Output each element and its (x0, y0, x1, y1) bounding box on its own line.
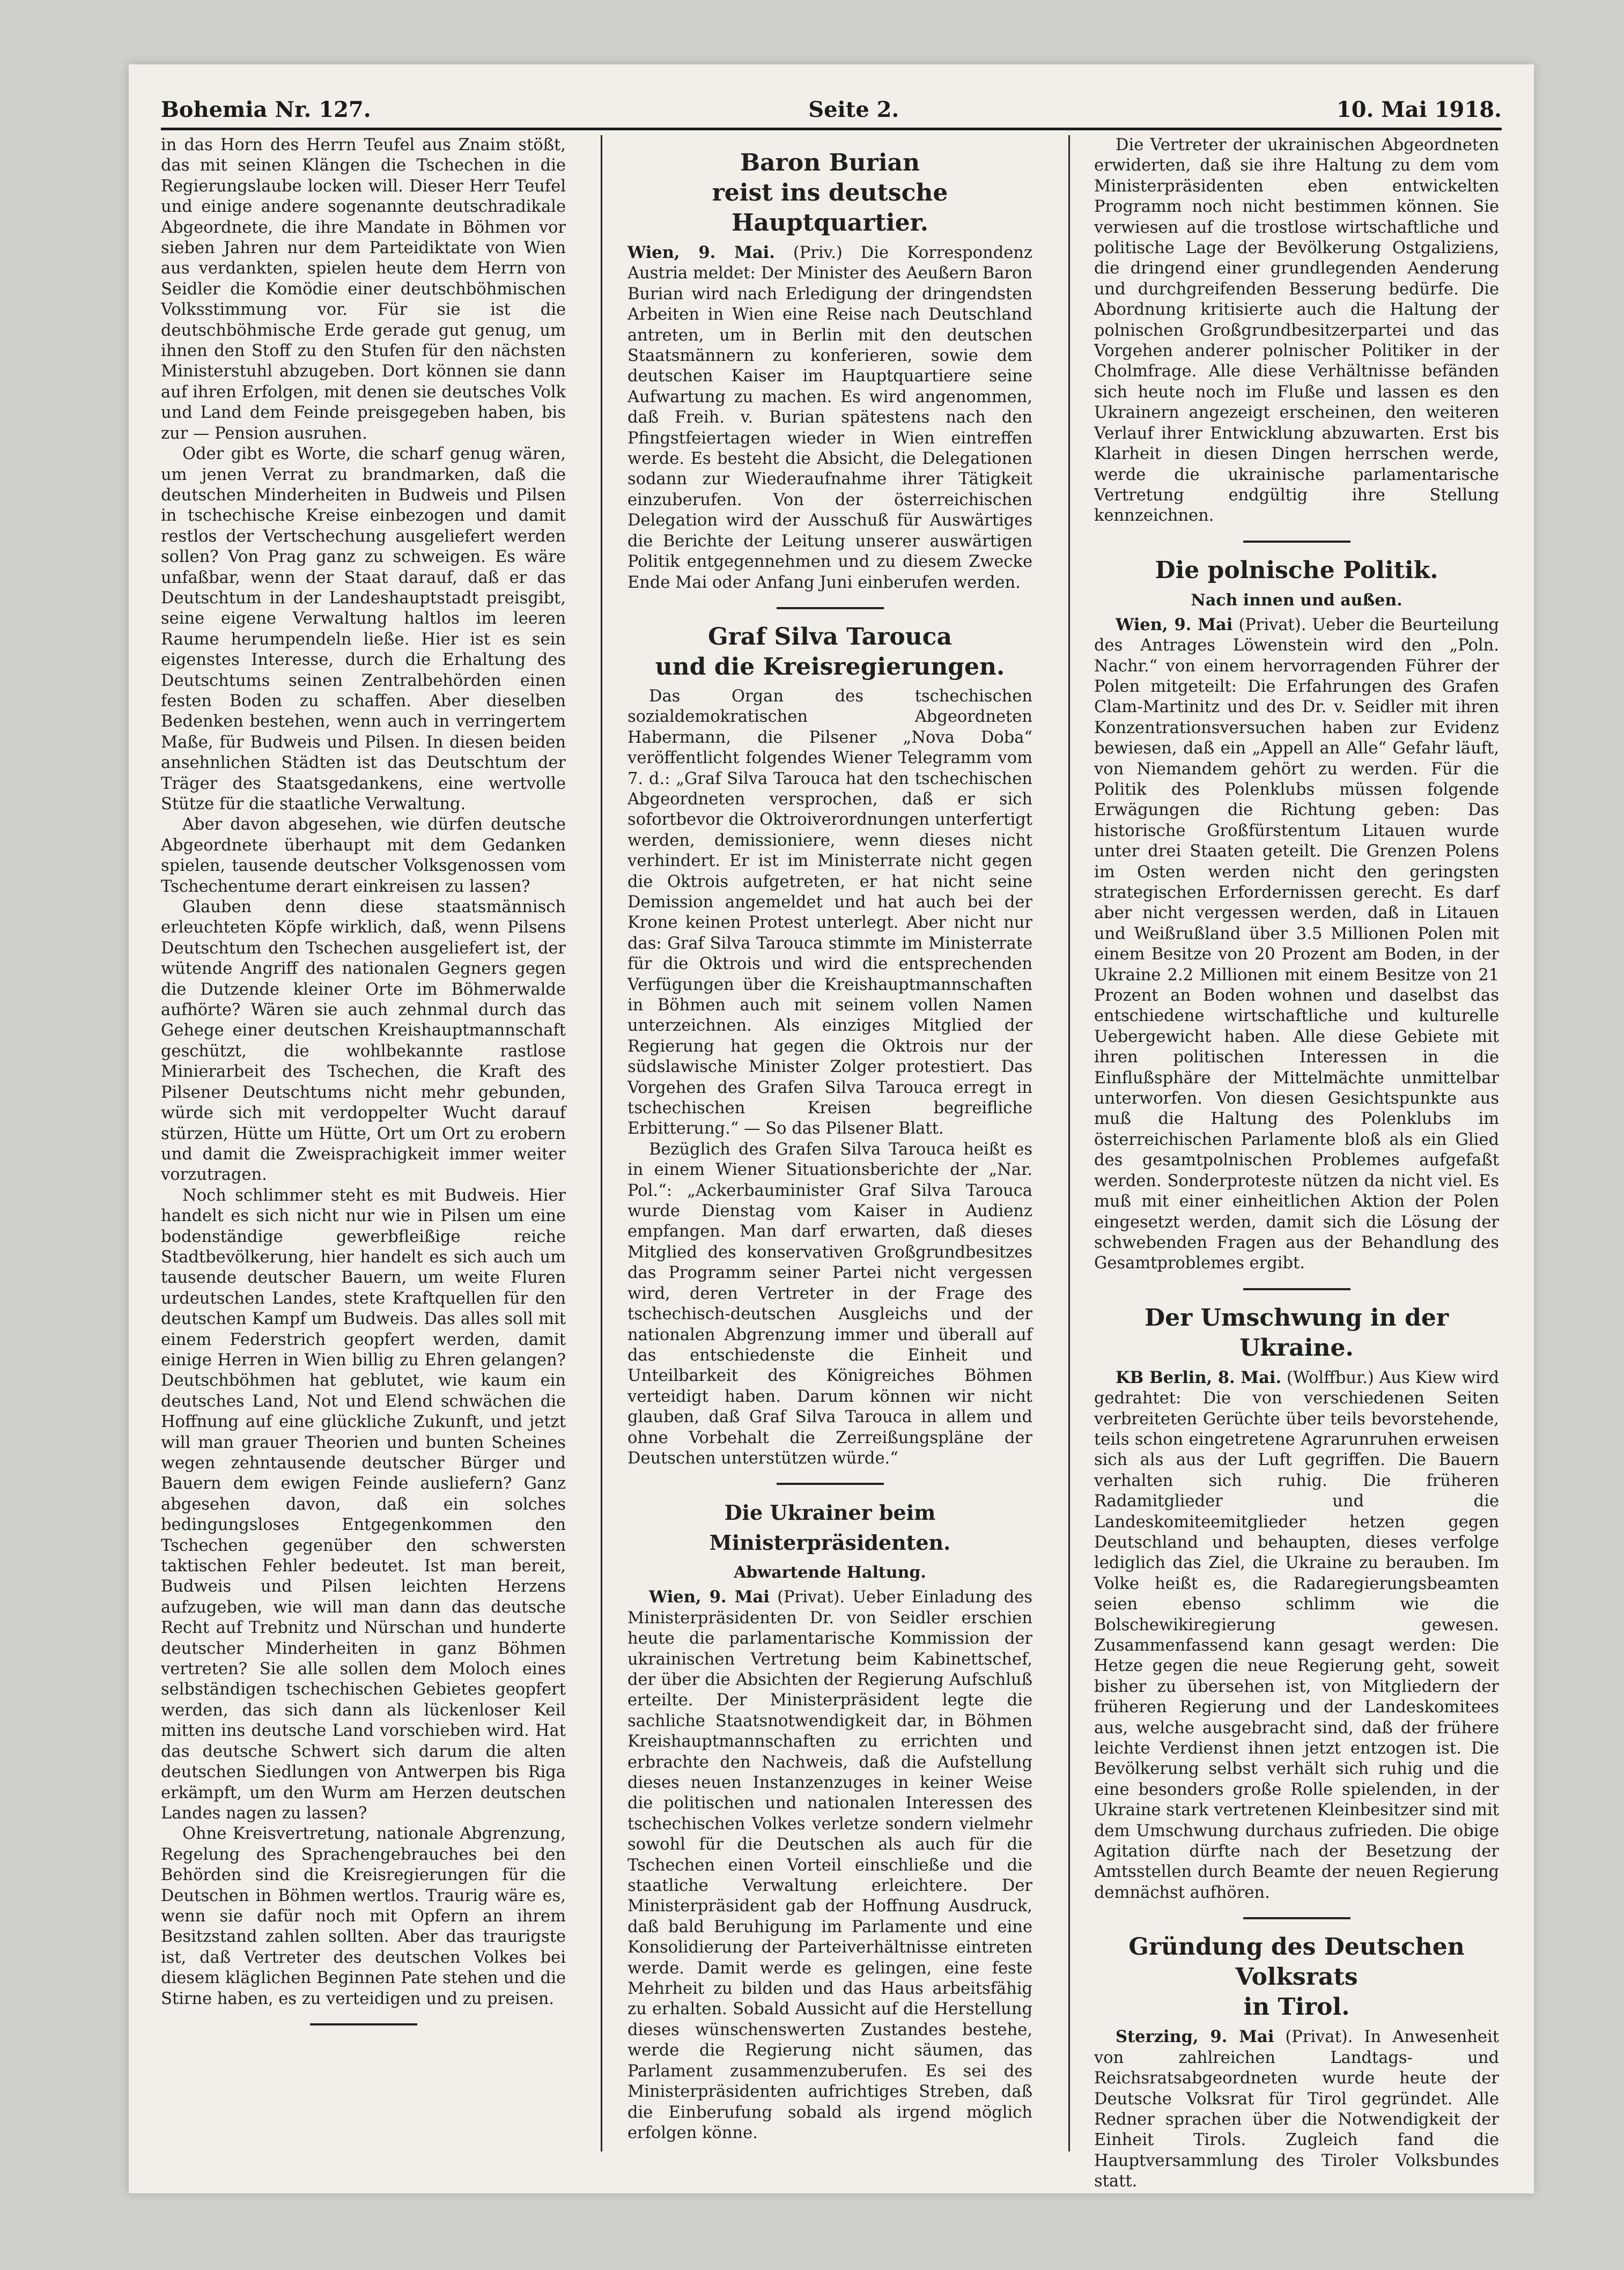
divider-2 (777, 1483, 884, 1485)
column-separator-1 (601, 135, 602, 2151)
col1-paragraph-5: Noch schlimmer steht es mit Budweis. Hier handelt es sich nicht nur wie in Pilsen um eine bodenständige gewerbfleißige reiche Stadtbevölkerung, hier handelt es sich auch um tausende deutscher Bauern, um weite Fluren urdeutschen Landes, stete Kraftquellen für den deutschen Kampf um Budweis. Das alles soll mit einem Federstrich geopfert werden, damit einige Herren in Wien billig zu Ehren gelangen? Deutschböhmen hat geblutet, wie kaum ein deutsches Land, Not und Elend schwächen die Hoffnung auf eine glückliche Zukunft, und jetzt will man grauer Theorien und bunten Scheines wegen zehntausende deutscher Bürger und Bauern dem ewigen Feinde ausliefern? Ganz abgesehen davon, daß ein solches bedingungsloses Entgegenkommen den Tschechen gegenüber den schwersten taktischen Fehler bedeutet. Ist man bereit, Budweis und Pilsen leichten Herzens aufzugeben, wie will man dann das deutsche Recht auf Trebnitz und Nürschan und hunderte deutscher Minderheiten in ganz Böhmen vertreten? Sie alle sollen dem Moloch eines selbständigen tschechischen Gebietes geopfert werden, das sich dann als lückenloser Keil mitten ins deutsche Land vorschieben wird. Hat das deutsche Schwert sich darum die alten deutschen Siedlungen von Antwerpen bis Riga erkämpft, um den Wurm am Herzen deutschen Landes nagen zu lassen? (161, 1186, 566, 1823)
article-ukraine-body (1094, 1367, 1499, 1904)
col1-paragraph-6: Ohne Kreisvertretung, nationale Abgrenzung, Regelung des Sprachengebrauches bei den Behörden sind die Kreisregierungen für die Deutschen in Böhmen wertlos. Traurig wäre es, wenn sie dafür noch mit Opfern an ihrem Besitzstand zahlen sollten. Aber das traurigste ist, daß Vertreter des deutschen Volkes bei diesem kläglichen Beginnen Pate stehen und die Stirne haben, es zu verteidigen und zu preisen. (161, 1824, 566, 2008)
page-header (161, 85, 1502, 122)
col1-paragraph-2: Oder gibt es Worte, die scharf genug wären, um jenen Verrat zu brandmarken, daß die deutschen Minderheiten in Budweis und Pilsen in tschechische Kreise einbezogen und damit restlos der Vertschechung ausgeliefert werden sollen? Von Prag ganz zu schweigen. Es wäre unfaßbar, wenn der Staat darauf, daß er das Deutschtum in der Landeshauptstadt preisgibt, seine eigene Verwaltung haltlos im leeren Raume herumpendeln ließe. Hier ist es sein eigenstes Interesse, durch die Erhaltung des Deutschtums seinen Zentralbehörden einen festen Boden zu schaffen. Aber dieselben Bedenken bestehen, wenn auch in verringertem Maße, für Budweis und Pilsen. In diesen beiden ansehnlichen Städten ist das Deutschtum der Träger des Staatsgedankens, eine wertvolle Stütze für die staatliche Verwaltung. (161, 445, 566, 814)
article-polen-subtitle: Nach innen und außen. (1191, 590, 1402, 610)
article-ukrainer-dateline: Wien, 9. Mai (649, 1587, 770, 1607)
article-ukraine-title: Der Umschwung in der Ukraine. (1144, 1304, 1449, 1362)
article-ukraine-text: (Wolffbur.) Aus Kiew wird gedrahtet: Die von verschiedenen Seiten verbreiteten Gerüchte über teils bevorstehende, teils schon eingetretene Agrarunruhen erweisen sich als aus der Luft gegriffen. Die Bauern verhalten sich ruhig. Die früheren Radamitglieder und die Landeskomiteemitglieder hetzen gegen Deutschland und behaupten, dieses verfolge lediglich das Ziel, die Ukraine zu berauben. Im Volke heißt es, die Radaregierungsbeamten seien ebenso schlimm wie die Bolschewikiregierung gewesen. Zusammenfassend kann gesagt werden: Die Hetze gegen die neue Regierung geht, soweit bisher zu übersehen ist, von Mitgliedern der früheren Regierung und der Landeskomitees aus, welche ausgebracht sind, daß der frühere leichte Verdienst ihnen jetzt entzogen ist. Die Bevölkerung selbst verhält sich ruhig und die eine besonders große Rolle spielenden, in der Ukraine stark vertretenen Kleinbesitzer sind mit dem Umschwung durchaus zufrieden. Die obige Agitation dürfte nach der Besetzung der Amtsstellen durch Beamte der neuen Regierung demnächst aufhören. (1094, 1368, 1499, 1902)
article-ukrainer-subtitle: Abwartende Haltung. (734, 1563, 926, 1583)
article-tarouca-paragraph-1: Das Organ des tschechischen sozialdemokratischen Abgeordneten Habermann, die Pilsener „Nova Doba“ veröffentlicht folgendes Wiener Telegramm vom 7. d.: „Graf Silva Tarouca hat den tschechischen Abgeordneten versprochen, daß er sich sofortbevor die Oktroiverordnungen unterfertigt werden, demissioniere, wenn dieses nicht verhindert. Er ist im Ministerrate nicht gegen die Oktrois aufgetreten, er hat nicht seine Demission angemeldet und hat auch bei der Krone keinen Protest unterlegt. Aber nicht nur das: Graf Silva Tarouca stimmte im Ministerrate für die Oktrois und wird die entsprechenden Verfügungen über die Kreishauptmannschaften in Böhmen auch mit seinem vollen Namen unterzeichnen. Als einziges Mitglied der Regierung hat gegen die Oktrois nur der südslawische Minister Zolger protestiert. Das Vorgehen des Grafen Silva Tarouca erregt in tschechischen Kreisen begreifliche Erbitterung.“ — So das Pilsener Blatt. (628, 686, 1032, 1138)
article-ukraine-dateline: KB Berlin, 8. Mai. (1116, 1367, 1282, 1387)
column-1 (161, 135, 566, 2173)
article-volksrat-text: (Privat). In Anwesenheit von zahlreichen Landtags- und Reichsratsabgeordneten wurde heute der Deutsche Volksrat für Tirol gegründet. Alle Redner sprachen über die Notwendigkeit der Einheit Tirols. Zugleich fand die Hauptversammlung des Tiroler Volksbundes statt. (1094, 2028, 1499, 2191)
article-volksrat-title-2: in Tirol. (1243, 1993, 1350, 2021)
article-volksrat-title: Gründung des Deutschen Volksrats (1128, 1933, 1465, 1991)
article-polen-text: (Privat). Ueber die Beurteilung des Antrages Löwenstein wird den „Poln. Nachr.“ von einem hervorragenden Führer der Polen mitgeteilt: Die Erfahrungen des Grafen Clam-Martinitz und des Dr. v. Seidler mit ihren Konzentrationsversuchen haben zur Evidenz bewiesen, daß ein „Appell an Alle“ Gefahr läuft, von Niemandem gehört zu werden. Für die Politik des Polenklubs müssen folgende Erwägungen die Richtung geben: Das historische Großfürstentum Litauen wurde unter drei Staaten geteilt. Die Grenzen Polens im Osten werden nicht den geringsten strategischen Erfordernissen gerecht. Es darf aber nicht vergessen werden, daß in Litauen und Weißrußland über 3.5 Millionen Polen mit einem Besitze von 20 Prozent am Boden, in der Ukraine 2.2 Millionen mit einem Besitze von 21 Prozent an Boden wohnen und daselbst das entschiedene wirtschaftliche und kulturelle Uebergewicht haben. Alle diese Gebiete mit ihren politischen Interessen in die Einflußsphäre der Mittelmächte unmittelbar unterworfen. Von diesen Gesichtspunkte aus muß die Haltung des Polenklubs im österreichischen Parlamente bloß als ein Glied des gesamtpolnischen Problemes aufgefaßt werden. Sonderproteste nützen da nicht viel. Es muß mit einer einheitlichen Aktion der Polen eingesetzt werden, damit sich die Lösung der schwebenden Fragen aus der Behandlung des Gesamtproblemes ergibt. (1094, 615, 1499, 1273)
divider-5 (1243, 1917, 1350, 1919)
article-tarouca-headline (628, 622, 1032, 682)
column-separator-2 (1068, 135, 1070, 2151)
col1-paragraph-4: Glauben denn diese staatsmännisch erleuchteten Köpfe wirklich, daß, wenn Pilsens Deutschtum den Tschechen ausgeliefert ist, der wütende Angriff des nationalen Gegners gegen die Dutzende kleiner Orte im Böhmerwalde aufhörte? Wären sie auch zehnmal durch das Gehege einer deutschen Kreishauptmannschaft geschützt, die wohlbekannte rastlose Minierarbeit des Tschechen, die Kraft des Pilsener Deutschtums nicht mehr gebunden, würde sich mit verdoppelter Wucht darauf stürzen, Hütte um Hütte, Ort um Ort zu erobern und damit die Zweisprachigkeit immer weiter vorzutragen. (161, 898, 566, 1185)
article-burian-body (628, 242, 1032, 593)
newspaper-page (129, 64, 1534, 2193)
article-polen-dateline: Wien, 9. Mai (1116, 615, 1233, 634)
article-ukrainer-title: Die Ukrainer beim Ministerpräsidenten. (709, 1500, 951, 1555)
article-burian-title: Baron Burian (740, 149, 920, 176)
article-tarouca-paragraph-2: Bezüglich des Grafen Silva Tarouca heißt es in einem Wiener Situationsberichte der „Nar. Pol.“: „Ackerbauminister Graf Silva Tarouca wurde Dienstag vom Kaiser in Audienz empfangen. Man darf erwarten, daß dieses Mitglied des konservativen Großgrundbesitzes das Programm seiner Partei nicht vergessen wird, deren Vertreter in der Frage des tschechisch-deutschen Ausgleichs und der nationalen Abgrenzung immer und überall auf das entschiedenste die Einheit und Unteilbarkeit des Königreiches Böhmen verteidigt haben. Darum können wir nicht glauben, daß Graf Silva Tarouca in allem und ohne Vorbehalt die Zerreißungspläne der Deutschen unterstützen würde.“ (628, 1140, 1032, 1468)
end-divider (310, 2023, 417, 2025)
header-rule (161, 128, 1502, 130)
article-volksrat-dateline: Sterzing, 9. Mai (1116, 2027, 1274, 2047)
col1-paragraph-3: Aber davon abgesehen, wie dürfen deutsche Abgeordnete überhaupt mit dem Gedanken spielen, tausende deutscher Volksgenossen vom Tschechentume derart einkreisen zu lassen? (161, 815, 566, 896)
column-3 (1094, 135, 1499, 2191)
article-polen-title: Die polnische Politik. (1155, 556, 1438, 584)
col1-paragraph-1: in das Horn des Herrn Teufel aus Znaim stößt, das mit seinen Klängen die Tschechen in die Regierungslaube locken will. Dieser Herr Teufel und einige andere sogenannte deutschradikale Abgeordnete, die ihre Mandate in Böhmen vor sieben Jahren nur dem Parteidiktate von Wien aus verdankten, spielen heute dem Herrn von Seidler die Komödie einer deutschböhmischen Volksstimmung vor. Für sie ist die deutschböhmische Erde gerade gut genug, um ihnen den Stoff zu den Stufen für den nächsten Ministerstuhl abzugeben. Dort können sie dann auf ihren Erfolgen, mit denen sie deutsches Volk und Land dem Feinde preisgegeben haben, bis zur — Pension ausruhen. (161, 136, 566, 443)
article-tarouca-title: Graf Silva Tarouca (708, 623, 952, 650)
article-burian-text: (Priv.) Die Korrespondenz Austria meldet: Der Minister des Aeußern Baron Burian wird nach Erledigung der dringendsten Arbeiten in Wien eine Reise nach Deutschland antreten, um in Berlin mit den deutschen Staatsmännern zu konferieren, sowie dem deutschen Kaiser im Hauptquartiere seine Aufwartung zu machen. Es wird angenommen, daß Freih. v. Burian spätestens nach den Pfingstfeiertagen wieder in Wien eintreffen werde. Es besteht die Absicht, die Delegationen sodann zur Wiederaufnahme ihrer Tätigkeit einzuberufen. Von der österreichischen Delegation wird der Ausschuß für Auswärtiges die Berichte der Leitung unserer auswärtigen Politik entgegennehmen und zu diesem Zwecke Ende Mai oder Anfang Juni einberufen werden. (628, 243, 1032, 592)
divider-1 (777, 607, 884, 609)
column-2 (628, 135, 1032, 2173)
header-center: Seite 2. (808, 97, 899, 122)
header-right: 10. Mai 1918. (1336, 97, 1502, 122)
article-tarouca-title-2: und die Kreisregierungen. (655, 653, 1005, 681)
article-ukrainer-continued: Die Vertreter der ukrainischen Abgeordneten erwiderten, daß sie ihre Haltung zu dem vom Ministerpräsidenten eben entwickelten Programm noch nicht bestimmen können. Sie verwiesen auf die trostlose wirtschaftliche und politische Lage der Bevölkerung Ostgaliziens, die dringend einer grundlegenden Aenderung und durchgreifenden Besserung bedürfe. Die Abordnung kritisierte auch die Haltung der polnischen Großgrundbesitzerpartei und das Vorgehen anderer polnischer Politiker in der Cholmfrage. Alle diese Verhältnisse befänden sich heute noch im Fluße und lassen es den Ukrainern angezeigt erscheinen, den weiteren Verlauf ihrer Entwicklung abzuwarten. Erst bis Klarheit in diesen Dingen herrschen werde, werde die ukrainische parlamentarische Vertretung endgültig ihre Stellung kennzeichnen. (1094, 136, 1499, 526)
article-volksrat-headline (1094, 1932, 1499, 2022)
article-ukrainer-text: (Privat). Ueber Einladung des Ministerpräsidenten Dr. von Seidler erschien heute die parlamentarische Kommission der ukrainischen Vertretung beim Kabinettschef, der über die Absichten der Regierung Aufschluß erteilte. Der Ministerpräsident legte die sachliche Staatsnotwendigkeit dar, in Böhmen Kreishauptmannschaften zu errichten und erbrachte den Nachweis, daß die Aufstellung dieses neuen Instanzenzuges in keiner Weise die politischen und nationalen Interessen des tschechischen Volkes verletze sondern vielmehr sowohl für die Deutschen als auch für die Tschechen einen Vorteil einschließe und die staatliche Verwaltung erleichtere. Der Ministerpräsident gab der Hoffnung Ausdruck, daß bald Beruhigung im Parlamente und eine Konsolidierung der Parteiverhältnisse eintreten werde. Damit werde es gelingen, eine feste Mehrheit zu bilden und das Haus arbeitsfähig zu erhalten. Sobald Aussicht auf die Herstellung dieses wünschenswerten Zustandes bestehe, werde die Regierung nicht säumen, das Parlament zusammenzuberufen. Es sei des Ministerpräsidenten aufrichtiges Streben, daß die Einberufung sobald als irgend möglich erfolgen könne. (628, 1588, 1032, 2142)
article-burian-title-2: reist ins deutsche Hauptquartier. (712, 179, 948, 236)
article-volksrat-body (1094, 2027, 1499, 2192)
divider-3 (1243, 541, 1350, 543)
divider-4 (1243, 1288, 1350, 1290)
header-left: Bohemia Nr. 127. (161, 97, 371, 122)
article-burian-headline (628, 148, 1032, 238)
article-burian-dateline: Wien, 9. Mai. (628, 243, 775, 262)
article-polen-body (1094, 615, 1499, 1274)
article-ukrainer-body (628, 1587, 1032, 2143)
